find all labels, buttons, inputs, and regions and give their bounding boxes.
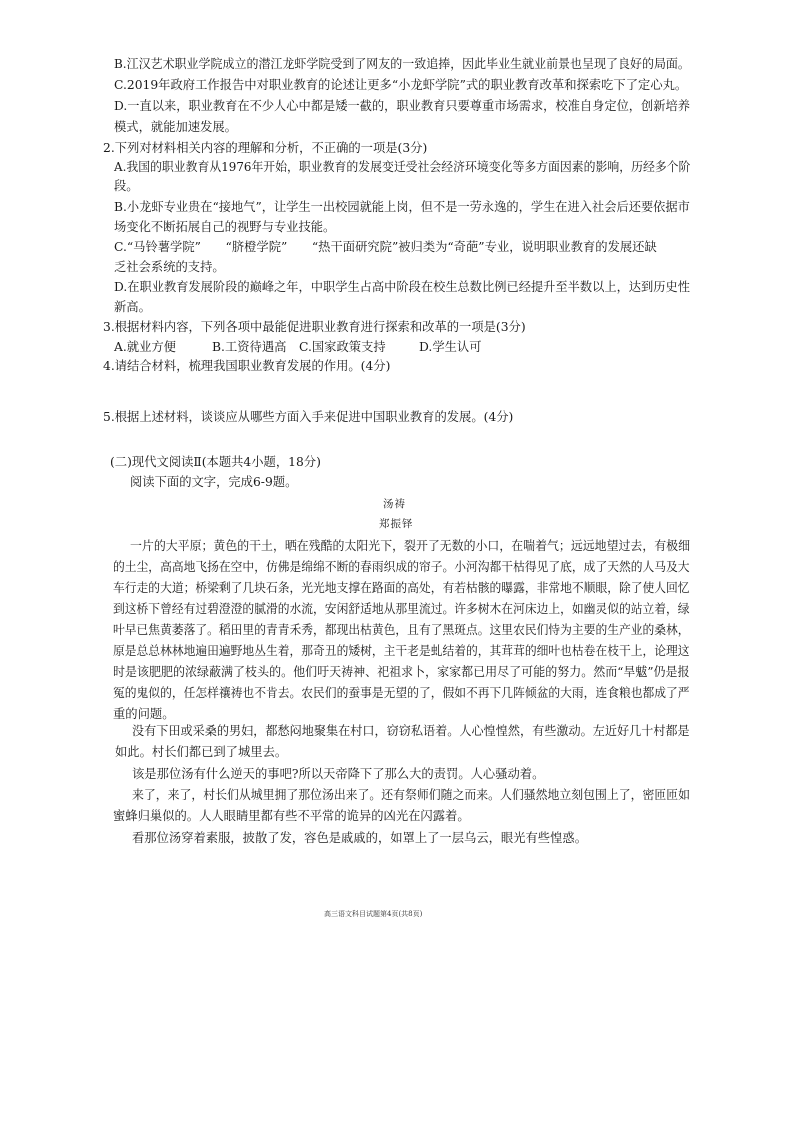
q2-option-a-line-cont: 段。 (114, 179, 139, 193)
q5-stem: 5.根据上述材料，谈谈应从哪些方面入手来促进中国职业教育的发展。(4分) (103, 410, 514, 424)
q2-option-b-line-cont: 场变化不断拓展自己的视野与专业技能。 (114, 220, 336, 234)
article-line: 到这桥下曾经有过碧澄澄的腻滑的水流，安闲舒适地从那里流过。许多树木在河床边上，如幽灵似的站立着，绿 (113, 602, 690, 616)
q2-option-d-line-cont: 新高。 (114, 300, 151, 314)
q2-option-d-line: D.在职业教育发展阶段的巅峰之年，中职学生占高中阶段在校生总数比例已经提升至半数以上，达到历史性 (114, 280, 690, 294)
q3-option-c: C.国家政策支持 (299, 340, 386, 354)
article-line: 叶早已焦黄萎落了。稻田里的青青禾秀，都现出枯黄色，且有了黑斑点。这里农民们恃为主要的生产业的桑林， (113, 623, 690, 637)
article-line: 时是该肥肥的浓绿蔽满了枝头的。他们吁天祷神、祀祖求卜，家家都已用尽了可能的努力。然而“旱魃”仍是报 (113, 665, 690, 679)
q2-option-a-line: A.我国的职业教育从1976年开始，职业教育的发展变迁受社会经济环境变化等多方面因素的影响，历经多个阶 (114, 160, 691, 174)
q1-option-c-line: C.2019年政府工作报告中对职业教育的论述让更多“小龙虾学院”式的职业教育改革和探索吃下了定心丸。 (114, 78, 688, 92)
article-line: 没有下田或采桑的男妇，都愁闷地聚集在村口，窃窃私语着。人心惶惶然，有些激动。左近好几十村都是 (132, 724, 690, 738)
q1-option-b-line: B.江汉艺术职业学院成立的潜江龙虾学院受到了网友的一致追捧，因此毕业生就业前景也呈现了良好的局面。 (114, 57, 690, 71)
q3-option-a: A.就业方便 (114, 340, 176, 354)
q3-option-d: D.学生认可 (419, 340, 482, 354)
article-line: 的土尘，高高地飞扬在空中，仿佛是绵绵不断的春雨织成的帘子。小河沟都干枯得见了底，成了天然的人马及大 (113, 560, 690, 574)
section-heading: (二)现代文阅读Ⅱ(本题共4小题，18分) (110, 455, 321, 469)
q2-option-c-line-cont: 乏社会系统的支持。 (114, 260, 225, 274)
q2-stem: 2.下列对材料相关内容的理解和分析，不正确的一项是(3分) (103, 141, 428, 155)
article-title: 汤祷 (383, 498, 406, 510)
page-footer: 高三语文科目试题第4页(共8页) (324, 910, 423, 918)
q2-option-c-line: C.“马铃薯学院” “脐橙学院” “热干面研究院”被归类为“奇葩”专业，说明职业教育的发展还缺 (114, 240, 657, 254)
article-line: 看那位汤穿着素服，披散了发，容色是戚戚的，如罩上了一层乌云，眼光有些惶惑。 (132, 831, 587, 845)
q1-option-d-line: D.一直以来，职业教育在不少人心中都是矮一截的，职业教育只要尊重市场需求，校准自身定位，创新培养 (114, 99, 690, 113)
q1-option-d-line-cont: 模式，就能加速发展。 (114, 120, 237, 134)
section-instruction: 阅读下面的文字，完成6-9题。 (130, 475, 298, 489)
article-line: 蜜蜂归巢似的。人人眼睛里都有些不平常的诡异的凶光在闪露着。 (113, 809, 470, 823)
article-line: 原是总总林林地遍田遍野地丛生着，那奇丑的矮树，主干老是虬结着的，其茸茸的细叶也枯卷在枝干上，论理这 (113, 644, 690, 658)
article-line: 该是那位汤有什么逆天的事吧?所以天帝降下了那么大的责罚。人心骚动着。 (132, 767, 545, 781)
article-author: 郑振铎 (379, 518, 414, 530)
article-line: 车行走的大道；桥梁剩了几块石条，光光地支撑在路面的高处，有若枯骸的曝露，非常地不顺眼，除了使人回忆 (113, 581, 690, 595)
article-line: 冤的鬼似的，任怎样禳祷也不肯去。农民们的蚕事是无望的了，假如不再下几阵倾盆的大雨，连食粮也都成了严 (113, 686, 690, 700)
q4-stem: 4.请结合材料，梳理我国职业教育发展的作用。(4分) (103, 359, 391, 373)
q3-stem: 3.根据材料内容，下列各项中最能促进职业教育进行探索和改革的一项是(3分) (103, 320, 526, 334)
article-line: 如此。村长们都已到了城里去。 (115, 745, 288, 759)
article-line: 一片的大平原；黄色的干土，晒在残酷的太阳光下，裂开了无数的小口，在喘着气；远远地望过去，有极细 (130, 539, 690, 553)
article-line: 来了，来了，村长们从城里拥了那位汤出来了。还有祭师们随之而来。人们骚然地立刻包围上了，密匝匝如 (132, 788, 690, 802)
q3-option-b: B.工资待遇高 (212, 340, 287, 354)
q2-option-b-line: B.小龙虾专业贵在“接地气”，让学生一出校园就能上岗，但不是一劳永逸的，学生在进入社会后还要依据市 (114, 200, 690, 214)
article-line: 重的问题。 (113, 707, 175, 721)
